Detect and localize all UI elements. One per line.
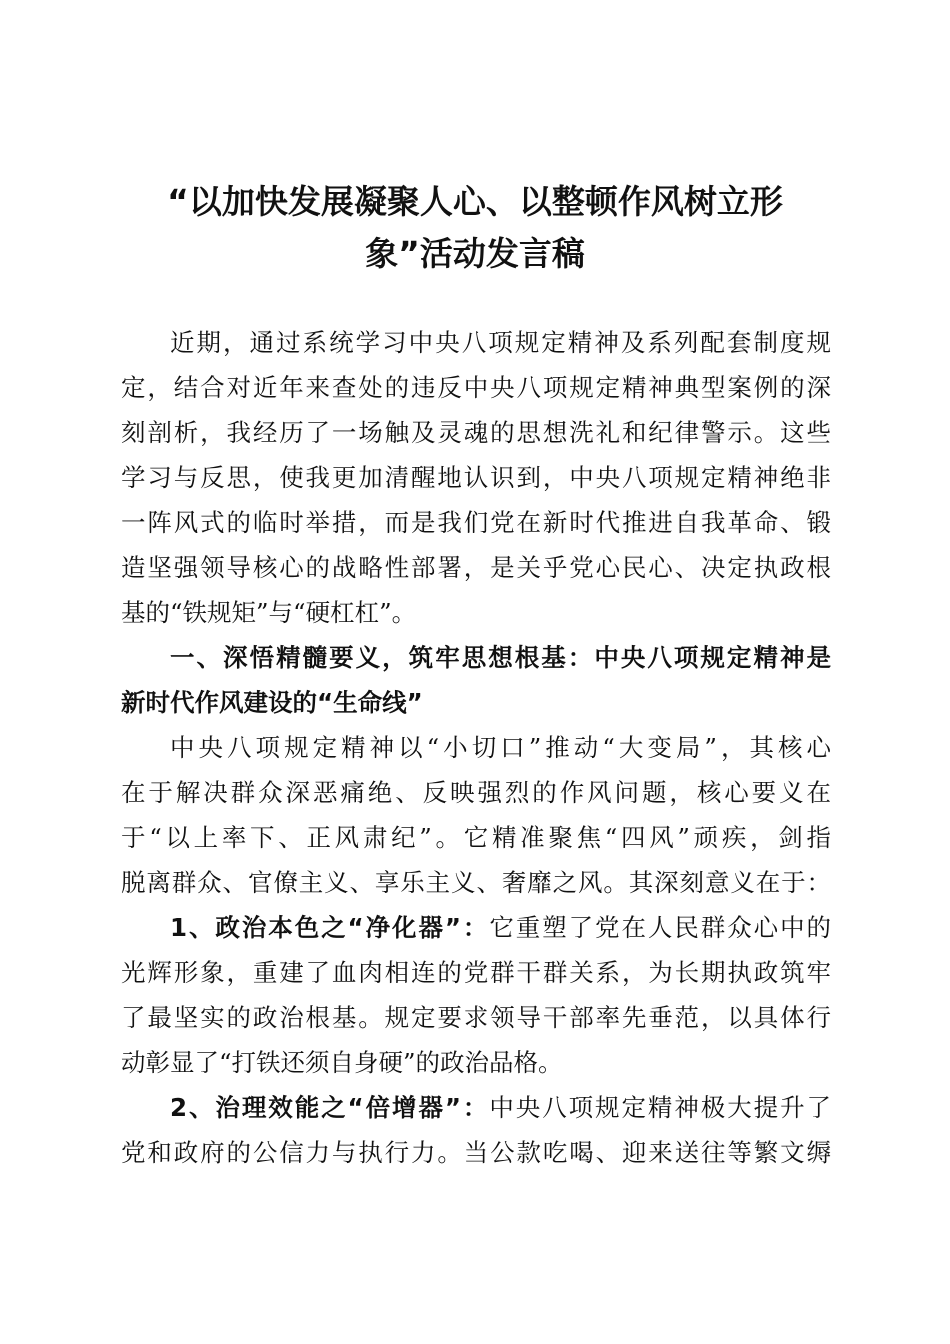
paragraph-line: 党和政府的公信力与执行力。当公款吃喝、迎来送往等繁文缛 — [121, 1138, 831, 1167]
intro-paragraph — [121, 320, 831, 635]
paragraph-line: 了最坚实的政治根基。规定要求领导干部率先垂范，以具体行 — [121, 1003, 831, 1032]
title-line: “以加快发展凝聚人心、以整顿作风树立形 — [167, 182, 783, 221]
paragraph-line — [121, 1085, 831, 1130]
document-body — [121, 320, 831, 1175]
paragraph-line: 定，结合对近年来查处的违反中央八项规定精神典型案例的深 — [121, 373, 831, 402]
paragraph-line: 于“以上率下、正风肃纪”。它精准聚焦“四风”顽疾，剑指 — [121, 823, 831, 852]
title-line: 象”活动发言稿 — [365, 234, 585, 273]
point-lead: 2、治理效能之“倍增器”： — [170, 1093, 490, 1122]
point-text: 它重塑了党在人民群众心中的 — [489, 913, 831, 942]
paragraph-line: 动彰显了“打铁还须自身硬”的政治品格。 — [121, 1048, 563, 1077]
paragraph-line: 刻剖析，我经历了一场触及灵魂的思想洗礼和纪律警示。这些 — [121, 418, 831, 447]
point-lead: 1、政治本色之“净化器”： — [170, 913, 490, 942]
document-title — [110, 176, 840, 280]
paragraph-line: 造坚强领导核心的战略性部署，是关乎党心民心、决定执政根 — [121, 553, 831, 582]
paragraph-line: 在于解决群众深恶痛绝、反映强烈的作风问题，核心要义在 — [121, 778, 831, 807]
paragraph-line — [121, 905, 831, 950]
section-heading — [121, 635, 831, 725]
heading-line: 一、深悟精髓要义，筑牢思想根基：中央八项规定精神是 — [170, 643, 831, 672]
paragraph-line: 学习与反思，使我更加清醒地认识到，中央八项规定精神绝非 — [121, 463, 831, 492]
section-paragraph — [121, 725, 831, 905]
point-text: 中央八项规定精神极大提升了 — [489, 1093, 831, 1122]
point-paragraph-2 — [121, 1085, 831, 1175]
paragraph-line: 脱离群众、官僚主义、享乐主义、奢靡之风。其深刻意义在于： — [121, 868, 831, 897]
paragraph-line: 近期，通过系统学习中央八项规定精神及系列配套制度规 — [170, 328, 831, 357]
paragraph-line: 一阵风式的临时举措，而是我们党在新时代推进自我革命、锻 — [121, 508, 831, 537]
paragraph-line: 中央八项规定精神以“小切口”推动“大变局”，其核心 — [170, 733, 831, 762]
heading-line: 新时代作风建设的“生命线” — [121, 688, 423, 717]
point-paragraph-1 — [121, 905, 831, 1085]
paragraph-line: 光辉形象，重建了血肉相连的党群干群关系，为长期执政筑牢 — [121, 958, 831, 987]
paragraph-line: 基的“铁规矩”与“硬杠杠”。 — [121, 598, 417, 627]
